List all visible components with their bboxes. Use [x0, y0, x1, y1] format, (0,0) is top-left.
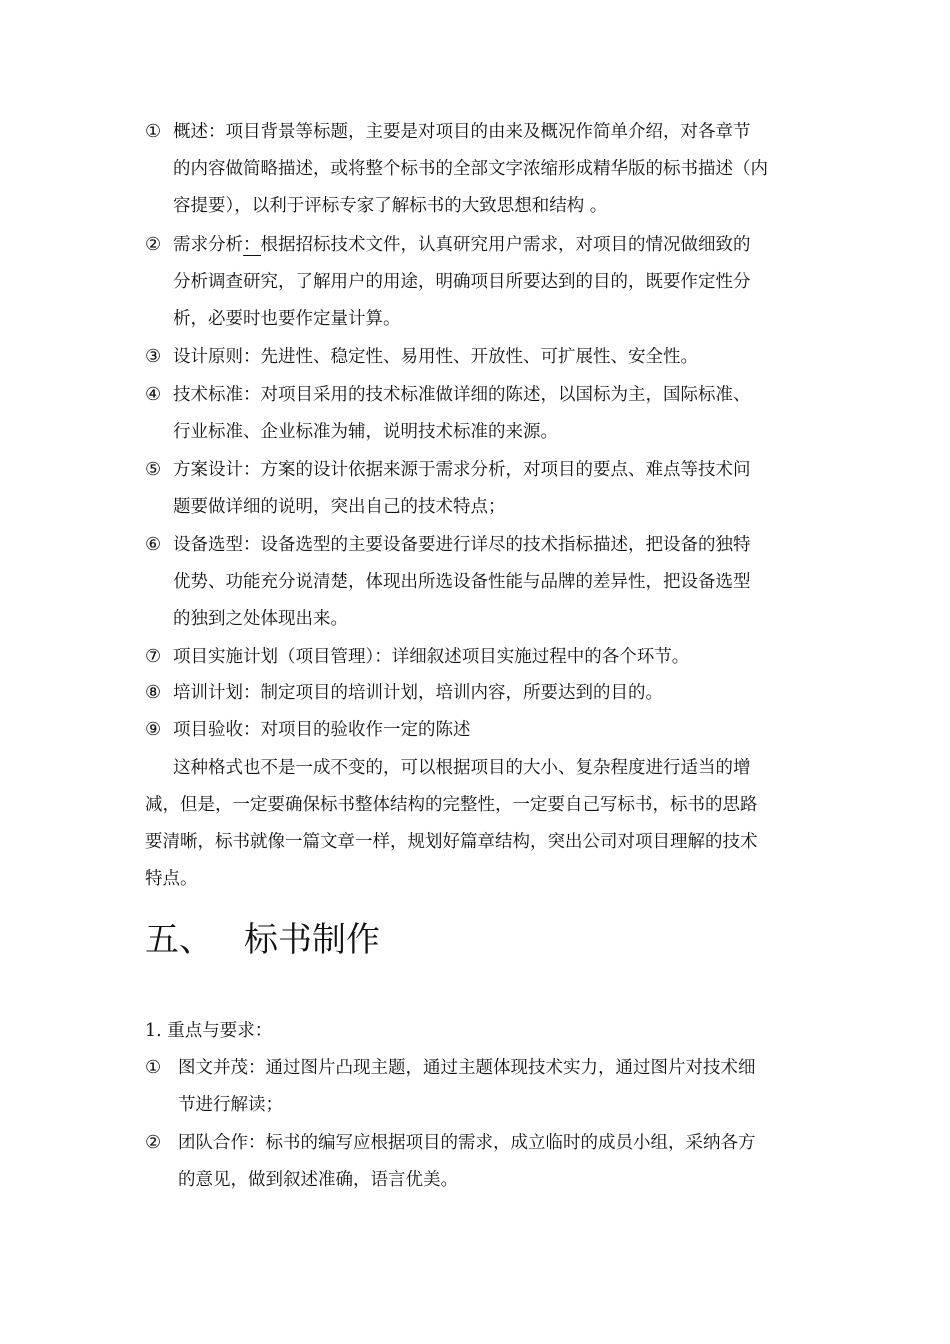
item-1-line-1: 概述：项目背景等标题，主要是对项目的由来及概况作简单介绍，对各章节: [173, 122, 751, 142]
item-3-marker: ③: [145, 346, 162, 367]
item-4-line-1: 技术标准：对项目采用的技术标准做详细的陈述，以国标为主，国际标准、: [173, 385, 751, 405]
item-1-marker: ①: [145, 121, 162, 142]
item-2-label: 需求分析: [173, 235, 243, 255]
item-7-line-1: 项目实施计划（项目管理）：详细叙述项目实施过程中的各个环节。: [173, 647, 690, 667]
item-5-line-1: 方案设计：方案的设计依据来源于需求分析，对项目的要点、难点等技术问: [173, 460, 751, 480]
item-5-line-2: 题要做详细的说明，突出自己的技术特点；: [173, 497, 506, 517]
sub-item-1-marker: ①: [145, 1057, 162, 1078]
item-2-first-rest: 根据招标技术文件，认真研究用户需求，对项目的情况做细致的: [260, 235, 751, 255]
paragraph-line-1: 这种格式也不是一成不变的，可以根据项目的大小、复杂程度进行适当的增: [173, 758, 751, 778]
item-6-line-3: 的独到之处体现出来。: [173, 609, 348, 629]
item-7-marker: ⑦: [145, 646, 162, 667]
paragraph-line-2: 减，但是，一定要确保标书整体结构的完整性，一定要自己写标书，标书的思路: [145, 795, 758, 815]
item-2-line-1: [173, 233, 751, 257]
paragraph-line-3: 要清晰，标书就像一篇文章一样，规划好篇章结构，突出公司对项目理解的技术: [145, 832, 758, 852]
item-6-marker: ⑥: [145, 534, 162, 555]
subsection-title: 1. 重点与要求：: [145, 1021, 273, 1041]
item-4-marker: ④: [145, 384, 162, 405]
sub-item-2-marker: ②: [145, 1132, 162, 1153]
section-title: 标书制作: [244, 920, 380, 960]
item-1-line-2: 的内容做简略描述，或将整个标书的全部文字浓缩形成精华版的标书描述（内: [173, 159, 768, 179]
section-number: 五、: [145, 920, 213, 960]
item-6-line-1: 设备选型：设备选型的主要设备要进行详尽的技术指标描述，把设备的独特: [173, 535, 751, 555]
sub-item-1-line-2: 节进行解读；: [178, 1095, 283, 1115]
item-9-marker: ⑨: [145, 719, 162, 740]
item-8-marker: ⑧: [145, 682, 162, 703]
item-2-marker: ②: [145, 234, 162, 255]
sub-item-2-line-2: 的意见，做到叙述准确，语言优美。: [178, 1170, 458, 1190]
sub-item-1-line-1: 图文并茂：通过图片凸现主题，通过主题体现技术实力，通过图片对技术细: [178, 1058, 756, 1078]
item-2-line-3: 析，必要时也要作定量计算。: [173, 309, 401, 329]
item-2-colon: ：: [243, 235, 261, 255]
item-6-line-2: 优势、功能充分说清楚，体现出所选设备性能与品牌的差异性，把设备选型: [173, 572, 751, 592]
paragraph-line-4: 特点。: [145, 869, 198, 889]
item-5-marker: ⑤: [145, 459, 162, 480]
item-9-line-1: 项目验收：对项目的验收作一定的陈述: [173, 720, 471, 740]
item-8-line-1: 培训计划：制定项目的培训计划，培训内容，所要达到的目的。: [173, 683, 663, 703]
sub-item-2-line-1: 团队合作：标书的编写应根据项目的需求，成立临时的成员小组，采纳各方: [178, 1133, 756, 1153]
item-4-line-2: 行业标准、企业标准为辅，说明技术标准的来源。: [173, 422, 558, 442]
item-1-line-3: 容提要），以利于评标专家了解标书的大致思想和结构 。: [173, 196, 608, 216]
item-2-line-2: 分析调查研究，了解用户的用途，明确项目所要达到的目的，既要作定性分: [173, 272, 751, 292]
item-3-line-1: 设计原则：先进性、稳定性、易用性、开放性、可扩展性、安全性。: [173, 347, 698, 367]
